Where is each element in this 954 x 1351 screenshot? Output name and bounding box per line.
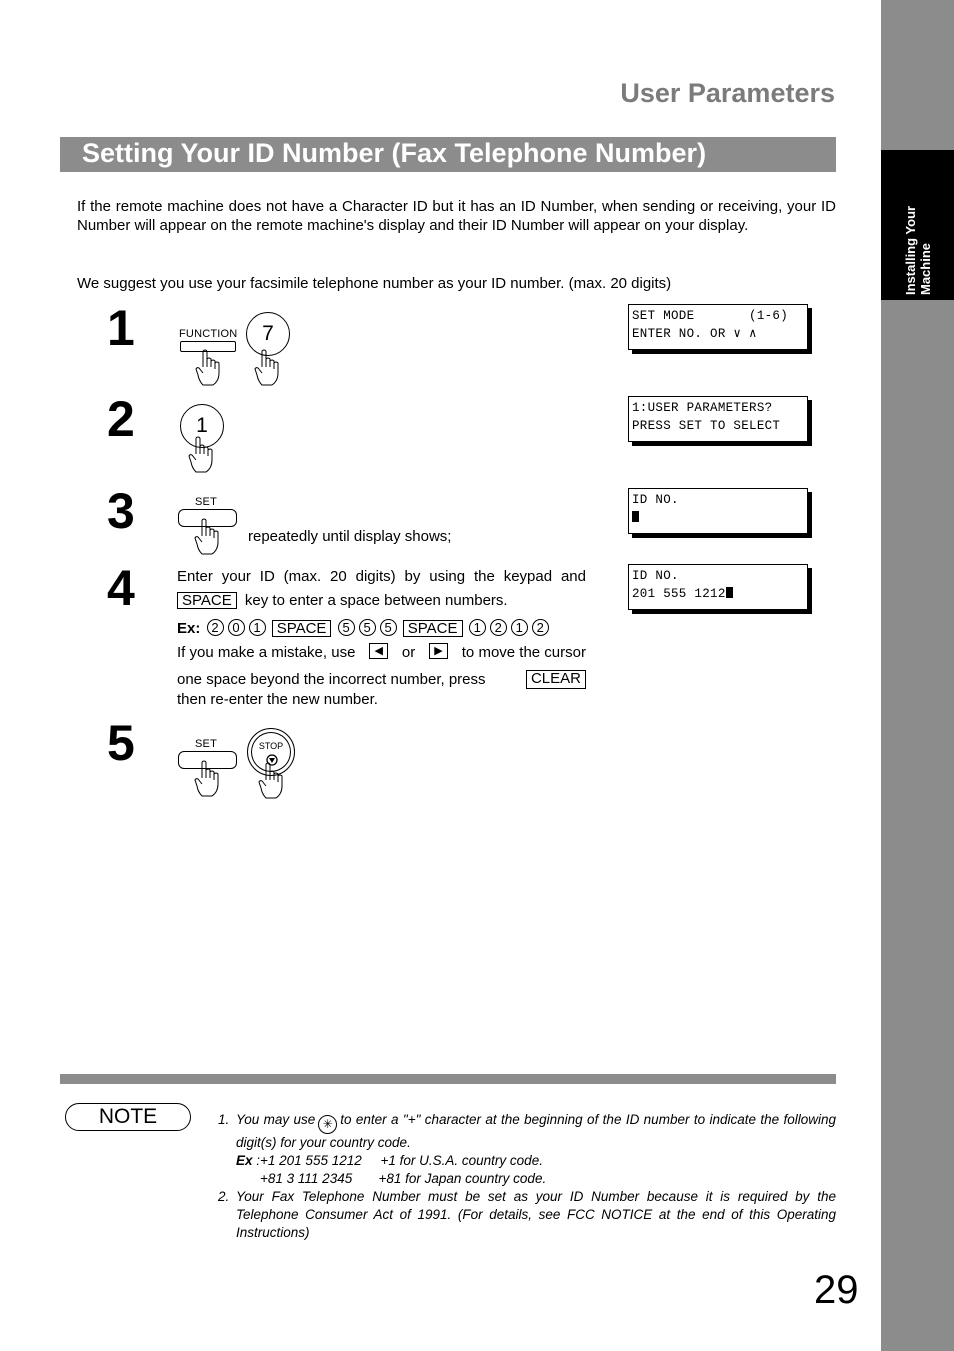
lcd-display-step-3 <box>628 488 808 534</box>
mistake-text-d: then re-enter the new number. <box>177 691 378 708</box>
section-tab <box>881 150 954 300</box>
note-text: Your Fax Telephone Number must be set as your ID Number because it is required by the Telephone Consumer Act of 1991. (For details, see FCC NOTICE at the end of this Operating Instructions) <box>236 1189 836 1240</box>
lcd-line: 201 555 1212 <box>632 587 726 601</box>
section-divider <box>60 1074 836 1084</box>
note-item-2 <box>218 1188 836 1242</box>
note-item-1 <box>218 1111 836 1188</box>
step-4-text-b: key to enter a space between numbers. <box>244 592 508 609</box>
digit-key: 0 <box>228 619 245 636</box>
digit-key: 5 <box>359 619 376 636</box>
digit-key: 5 <box>338 619 355 636</box>
key-1-label: 1 <box>196 414 208 437</box>
note-example-label: Ex <box>236 1153 253 1168</box>
section-heading: User Parameters <box>620 78 835 108</box>
step-number-4: 4 <box>107 560 135 616</box>
set-key-label: SET <box>195 738 217 750</box>
section-tab-label: Installing Your Machine <box>902 205 933 295</box>
star-key-icon: ✳ <box>318 1115 337 1134</box>
note-example-line-2: +81 3 111 2345 +81 for Japan country code. <box>260 1171 547 1186</box>
mistake-text-c: one space beyond the incorrect number, press <box>177 671 486 688</box>
mistake-text-a: If you make a mistake, use <box>177 644 356 661</box>
left-arrow-key-icon: ◀ <box>369 643 388 659</box>
lcd-cursor <box>632 511 639 522</box>
step-3-instruction: repeatedly until display shows; <box>248 528 452 545</box>
note-text: You may use <box>236 1112 316 1127</box>
set-key-label: SET <box>195 496 217 508</box>
space-key: SPACE <box>177 592 237 609</box>
digit-key: 2 <box>207 619 224 636</box>
lcd-display-step-1 <box>628 304 808 350</box>
digit-key: 2 <box>532 619 549 636</box>
digit-key: 1 <box>469 619 486 636</box>
lcd-line: ID NO. <box>632 493 679 507</box>
stop-key-label: STOP <box>258 741 284 751</box>
lcd-line: ENTER NO. OR ∨ ∧ <box>632 327 757 341</box>
intro-paragraph-1: If the remote machine does not have a Character ID but it has an ID Number, when sending or receiving, your ID Number will appear on the remote machine's display and their ID Number will appear on your display. <box>77 198 836 234</box>
lcd-line: SET MODE (1-6) <box>632 309 789 323</box>
note-example-line-1 <box>236 1152 836 1170</box>
lcd-line: ID NO. <box>632 569 679 583</box>
lcd-line: PRESS SET TO SELECT <box>632 419 781 433</box>
lcd-line: 1:USER PARAMETERS? <box>632 401 773 415</box>
mistake-or: or <box>401 644 416 661</box>
pointing-hand-icon <box>187 436 215 474</box>
pointing-hand-icon <box>253 349 281 387</box>
step-4-mistake-line <box>177 643 586 662</box>
example-label: Ex: <box>177 620 201 637</box>
title-bar <box>60 137 836 172</box>
note-text: to enter a "+" character at the beginning of the ID number to indicate the following digit(s) for your country code. <box>236 1112 836 1150</box>
step-number-1: 1 <box>107 300 135 356</box>
step-number-5: 5 <box>107 715 135 771</box>
pointing-hand-icon <box>193 760 221 798</box>
function-key-label: FUNCTION <box>179 328 238 340</box>
digit-key: 1 <box>511 619 528 636</box>
note-badge: NOTE <box>65 1103 191 1131</box>
clear-key: CLEAR <box>526 670 586 689</box>
key-7-label: 7 <box>262 322 274 345</box>
lcd-cursor <box>726 587 733 598</box>
page-title: Setting Your ID Number (Fax Telephone Number) <box>82 138 707 168</box>
digit-key: 5 <box>380 619 397 636</box>
lcd-display-step-2 <box>628 396 808 442</box>
pointing-hand-icon <box>257 762 285 800</box>
mistake-text-b: to move the cursor <box>461 644 586 661</box>
pointing-hand-icon <box>193 518 221 556</box>
step-number-2: 2 <box>107 391 135 447</box>
lcd-display-step-4 <box>628 564 808 610</box>
digit-key: 2 <box>490 619 507 636</box>
note-example-text: :+1 201 555 1212 +1 for U.S.A. country code. <box>252 1153 543 1168</box>
note-index: 2. <box>218 1189 230 1204</box>
digit-key: 1 <box>249 619 266 636</box>
note-index: 1. <box>218 1112 230 1127</box>
right-arrow-key-icon: ▶ <box>429 643 448 659</box>
step-4-clear-line <box>177 670 586 689</box>
step-number-3: 3 <box>107 483 135 539</box>
pointing-hand-icon <box>194 349 222 387</box>
step-4-line-2 <box>177 591 508 610</box>
space-key: SPACE <box>403 620 463 637</box>
step-4-text-a: Enter your ID (max. 20 digits) by using the keypad and <box>177 568 586 585</box>
intro-paragraph-2: We suggest you use your facsimile telephone number as your ID number. (max. 20 digits) <box>77 275 672 292</box>
step-4-example <box>177 619 551 638</box>
page-number: 29 <box>814 1268 859 1312</box>
space-key: SPACE <box>272 620 332 637</box>
note-list <box>218 1111 836 1242</box>
